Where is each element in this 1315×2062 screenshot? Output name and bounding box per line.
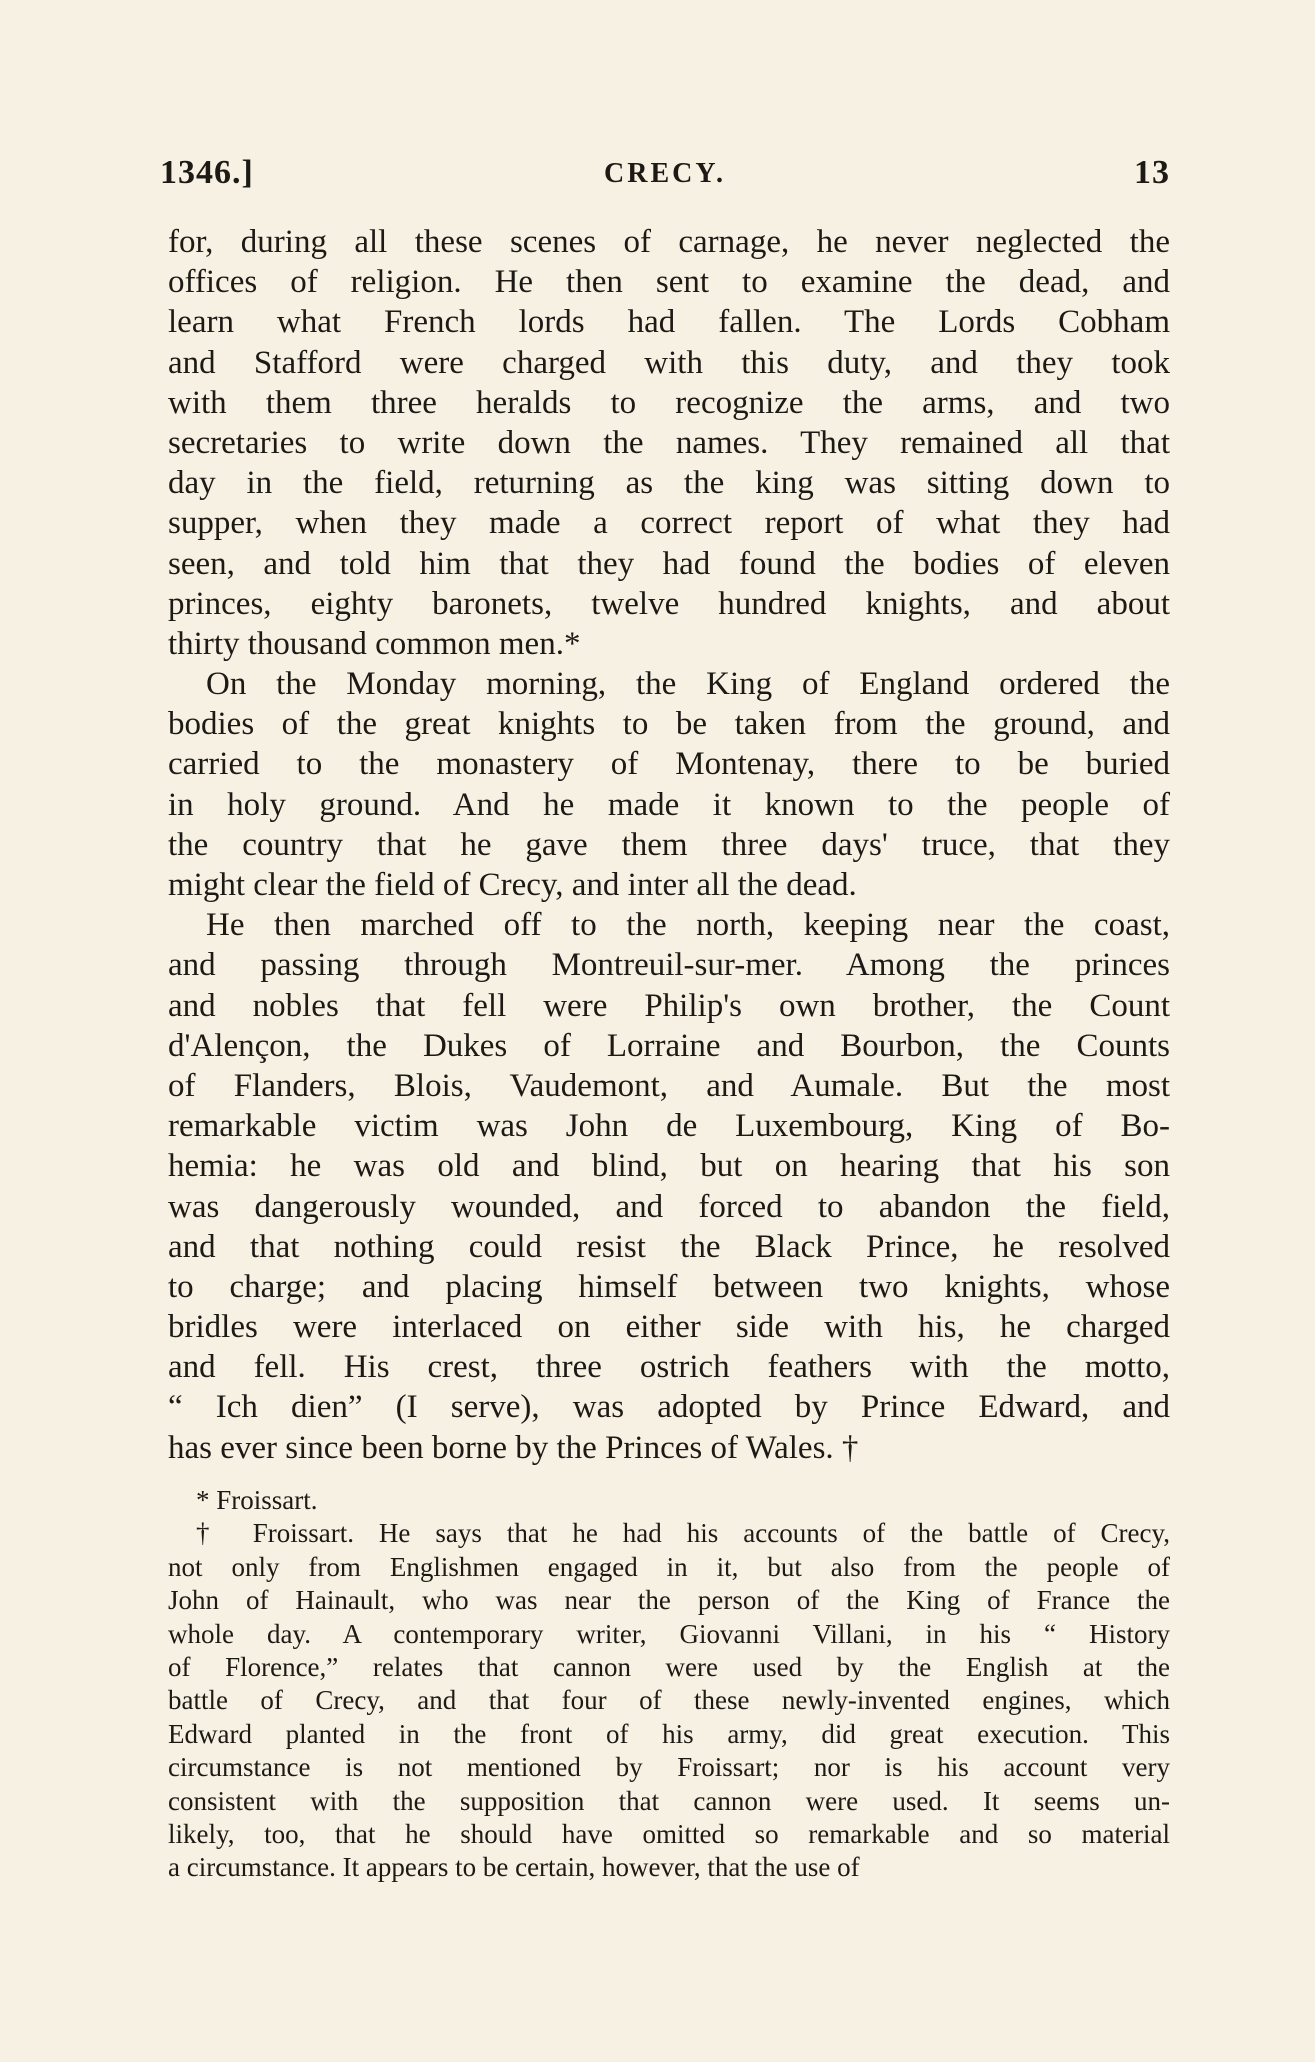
body-line: and fell. His crest, three ostrich feathers with the motto, [168, 1349, 1170, 1386]
body-line: On the Monday morning, the King of England ordered the [206, 666, 1170, 703]
body-line: princes, eighty baronets, twelve hundred knights, and about [168, 585, 1170, 622]
footnote-line: John of Hainault, who was near the person of the King of France the [168, 1585, 1170, 1616]
body-line: hemia: he was old and blind, but on hearing that his son [168, 1148, 1170, 1185]
body-line: bridles were interlaced on either side with his, he charged [168, 1309, 1170, 1346]
body-line: for, during all these scenes of carnage, he never neglected the [168, 224, 1170, 260]
footnote-line: not only from Englishmen engaged in it, but also from the people of [168, 1551, 1170, 1582]
body-line: carried to the monastery of Montenay, there to be buried [168, 746, 1170, 783]
footnote-line: * Froissart. [196, 1485, 318, 1515]
body-line: and that nothing could resist the Black Prince, he resolved [168, 1228, 1170, 1265]
body-line: to charge; and placing himself between two knights, whose [168, 1268, 1170, 1305]
body-line: with them three heralds to recognize the arms, and two [168, 384, 1170, 421]
body-line: the country that he gave them three days' truce, that they [168, 826, 1170, 863]
footnote-line: circumstance is not mentioned by Froissart; nor is his account very [168, 1752, 1170, 1783]
body-line: secretaries to write down the names. They remained all that [168, 424, 1170, 461]
footnote-line: battle of Crecy, and that four of these newly-invented engines, which [168, 1685, 1170, 1716]
body-line: of Flanders, Blois, Vaudemont, and Aumale. But the most [168, 1067, 1170, 1104]
body-line: “ Ich dien” (I serve), was adopted by Prince Edward, and [168, 1389, 1170, 1426]
body-line: seen, and told him that they had found the bodies of eleven [168, 545, 1170, 582]
footnote-line: a circumstance. It appears to be certain, however, that the use of [168, 1852, 860, 1883]
body-line: has ever since been borne by the Princes of Wales. † [168, 1429, 859, 1466]
body-line: offices of religion. He then sent to examine the dead, and [168, 264, 1170, 301]
footnote-line: consistent with the supposition that cannon were used. It seems un- [168, 1785, 1170, 1816]
body-line: He then marched off to the north, keeping near the coast, [206, 907, 1170, 944]
body-line: day in the field, returning as the king was sitting down to [168, 465, 1170, 502]
footnote-line: likely, too, that he should have omitted so remarkable and so material [168, 1818, 1170, 1849]
footnotes [168, 1484, 1170, 1885]
body-line: and nobles that fell were Philip's own brother, the Count [168, 987, 1170, 1024]
page-number: 13 [1134, 154, 1170, 191]
body-line: thirty thousand common men.* [168, 625, 581, 662]
body-line: d'Alençon, the Dukes of Lorraine and Bourbon, the Counts [168, 1027, 1170, 1064]
body-line: remarkable victim was John de Luxembourg, King of Bo- [168, 1108, 1170, 1145]
body-line: and passing through Montreuil-sur-mer. Among the princes [168, 947, 1170, 984]
footnote-line: of Florence,” relates that cannon were used by the English at the [168, 1651, 1170, 1682]
footnote-line: Edward planted in the front of his army, did great execution. This [168, 1718, 1170, 1749]
header-year: 1346.] [160, 154, 254, 191]
body-line: in holy ground. And he made it known to the people of [168, 786, 1170, 823]
body-line: learn what French lords had fallen. The Lords Cobham [168, 304, 1170, 341]
body-line: bodies of the great knights to be taken from the ground, and [168, 706, 1170, 743]
body-line: supper, when they made a correct report of what they had [168, 505, 1170, 542]
header-title: CRECY. [604, 158, 726, 189]
footnote-line: whole day. A contemporary writer, Giovanni Villani, in his “ History [168, 1618, 1170, 1649]
footnote-line: † Froissart. He says that he had his accounts of the battle of Crecy, [196, 1518, 1170, 1549]
body-line: and Stafford were charged with this duty, and they took [168, 344, 1170, 381]
body-text [168, 222, 1170, 1468]
body-line: was dangerously wounded, and forced to abandon the field, [168, 1188, 1170, 1225]
body-line: might clear the field of Crecy, and inter all the dead. [168, 867, 857, 903]
